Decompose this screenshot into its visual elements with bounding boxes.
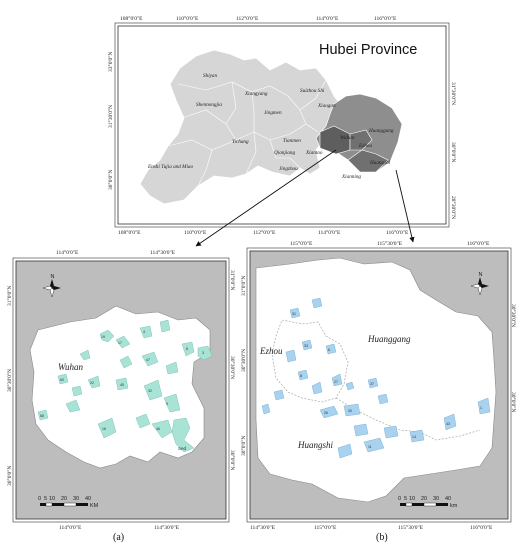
panel-a-wuhan-label: Wuhan xyxy=(58,362,84,372)
panel-a-right-tick-2: 30°30'0"N xyxy=(229,356,235,380)
panel-b-right-tick-2: 30°0'0"N xyxy=(510,392,516,413)
panel-b-top-tick-1: 115°0'0"E xyxy=(290,241,313,247)
city-label-jingmen: Jingmen xyxy=(264,110,282,116)
city-label-shiyan: Shiyan xyxy=(203,73,218,79)
panel-a-top-tick-2: 114°30'0"E xyxy=(150,250,176,256)
panel-b-bottom-tick-2: 115°0'0"E xyxy=(314,525,337,531)
panel-b-bottom-tick-4: 116°0'0"E xyxy=(470,525,493,531)
overview-map-title: Hubei Province xyxy=(319,42,418,58)
svg-text:30: 30 xyxy=(433,496,440,502)
city-label-enshi: Enshi Tujia and Miao xyxy=(148,164,194,170)
svg-text:60: 60 xyxy=(60,378,64,382)
svg-text:10: 10 xyxy=(49,496,56,502)
city-label-suizhou: Suizhou Shi xyxy=(300,88,325,94)
overview-map xyxy=(107,15,457,236)
svg-text:22: 22 xyxy=(90,381,94,385)
svg-text:0: 0 xyxy=(38,496,42,502)
panel-b-caption: (b) xyxy=(376,532,388,543)
panel-a-bottom-tick-2: 114°30'0"E xyxy=(154,525,180,531)
svg-text:114°0'0"E: 114°0'0"E xyxy=(318,230,341,236)
overview-bottom-ticks xyxy=(118,229,409,236)
panel-a-lake-name: Sed xyxy=(178,446,187,451)
svg-text:5: 5 xyxy=(44,496,48,502)
panel-a-caption: (a) xyxy=(113,532,125,543)
city-label-xiantao: Xiantao xyxy=(306,150,323,156)
svg-text:31°30'0"N: 31°30'0"N xyxy=(108,104,114,128)
panel-b-bottom-tick-1: 114°30'0"E xyxy=(250,525,276,531)
svg-text:108°0'0"E: 108°0'0"E xyxy=(118,230,141,236)
overview-top-ticks xyxy=(120,15,397,22)
svg-text:46: 46 xyxy=(156,427,160,431)
svg-text:14: 14 xyxy=(412,435,416,439)
city-label-wuhan: Wuhan xyxy=(340,135,355,141)
city-label-shennongjia: Shennongjia xyxy=(196,102,222,108)
city-label-ezhou: Ezhou xyxy=(359,143,372,149)
svg-text:km: km xyxy=(450,503,458,509)
svg-text:17: 17 xyxy=(118,341,122,345)
panel-b-left-tick-1: 31°0'0"N xyxy=(241,275,247,296)
svg-text:27: 27 xyxy=(334,380,338,384)
city-label-jingzhou: Jingzhou xyxy=(279,166,298,172)
svg-text:40: 40 xyxy=(85,496,92,502)
panel-a-map xyxy=(6,249,236,531)
svg-text:110°0'0"E: 110°0'0"E xyxy=(176,16,199,22)
panel-a-left-tick-2: 30°30'0"N xyxy=(7,368,13,392)
svg-text:KM: KM xyxy=(90,503,99,509)
overview-right-ticks xyxy=(450,82,457,219)
svg-text:40: 40 xyxy=(445,496,452,502)
svg-text:32: 32 xyxy=(148,389,152,393)
panel-b-ezhou-label: Ezhou xyxy=(260,346,283,356)
svg-text:6: 6 xyxy=(328,348,330,352)
svg-text:116°0'0"E: 116°0'0"E xyxy=(386,230,409,236)
svg-text:16: 16 xyxy=(102,427,106,431)
svg-text:45: 45 xyxy=(120,383,124,387)
svg-text:8: 8 xyxy=(300,374,302,378)
city-label-huanggang: Huanggang xyxy=(369,128,394,134)
panel-b-right-tick-1: 30°30'0"N xyxy=(510,304,516,328)
city-label-qianjiang: Qianjiang xyxy=(274,150,296,156)
panel-b-huangshi-label: Huangshi xyxy=(298,440,334,450)
svg-text:4: 4 xyxy=(143,330,145,334)
panel-b-top-tick-2: 115°30'0"E xyxy=(377,241,403,247)
panel-a-left-tick-1: 31°0'0"N xyxy=(7,285,13,306)
svg-text:0: 0 xyxy=(398,496,402,502)
svg-text:10: 10 xyxy=(409,496,416,502)
panel-a-left-tick-3: 30°0'0"N xyxy=(7,465,13,486)
panel-a-right-tick-3: 30°0'0"N xyxy=(229,450,235,471)
svg-text:110°0'0"E: 110°0'0"E xyxy=(184,230,207,236)
overview-left-ticks xyxy=(107,52,114,190)
svg-text:5: 5 xyxy=(404,496,408,502)
svg-text:19: 19 xyxy=(101,335,105,339)
svg-text:68: 68 xyxy=(40,414,44,418)
svg-text:30: 30 xyxy=(73,496,80,502)
svg-text:20: 20 xyxy=(61,496,68,502)
svg-text:114°0'0"E: 114°0'0"E xyxy=(316,16,339,22)
panel-b-huanggang-label: Huanggang xyxy=(368,334,411,344)
svg-text:47: 47 xyxy=(146,358,150,362)
svg-text:108°0'0"E: 108°0'0"E xyxy=(120,16,143,22)
svg-text:8: 8 xyxy=(186,347,188,351)
svg-text:43: 43 xyxy=(446,422,450,426)
svg-text:30°0'0"N: 30°0'0"N xyxy=(108,169,114,190)
city-label-huangshi: Huangshi xyxy=(370,160,391,166)
svg-text:116°0'0"E: 116°0'0"E xyxy=(374,16,397,22)
panel-b-bottom-tick-3: 115°30'0"E xyxy=(398,525,424,531)
svg-text:1: 1 xyxy=(480,406,482,410)
city-label-xianning: Xianning xyxy=(342,174,362,180)
svg-text:30°0'0"N: 30°0'0"N xyxy=(450,142,456,163)
panel-b-map xyxy=(240,240,517,531)
panel-b-top-tick-3: 116°0'0"E xyxy=(467,241,490,247)
svg-text:N: N xyxy=(50,274,55,280)
svg-text:112°0'0"E: 112°0'0"E xyxy=(236,16,259,22)
svg-text:11: 11 xyxy=(368,445,372,449)
svg-text:28°30'0"N: 28°30'0"N xyxy=(450,196,456,220)
svg-text:26: 26 xyxy=(324,411,328,415)
svg-text:20: 20 xyxy=(421,496,428,502)
panel-a-bottom-tick-1: 114°0'0"E xyxy=(59,525,82,531)
svg-text:3: 3 xyxy=(202,351,204,355)
svg-text:30: 30 xyxy=(348,409,352,413)
panel-a-top-tick-1: 114°0'0"E xyxy=(56,250,79,256)
panel-b-left-tick-3: 30°0'0"N xyxy=(241,435,247,456)
city-label-xiangyang: Xiangyang xyxy=(245,91,268,97)
city-label-xiaogan: Xiaogan xyxy=(318,103,336,109)
panel-b-left-tick-2: 30°30'0"N xyxy=(241,348,247,372)
svg-text:N: N xyxy=(478,272,483,278)
svg-text:31°30'0"N: 31°30'0"N xyxy=(450,82,456,106)
city-label-tianmen: Tianmen xyxy=(283,138,301,144)
svg-text:112°0'0"E: 112°0'0"E xyxy=(253,230,276,236)
panel-a-right-tick-1: 31°0'0"N xyxy=(229,270,235,291)
svg-text:33°0'0"N: 33°0'0"N xyxy=(108,51,114,72)
svg-text:9: 9 xyxy=(166,402,168,406)
svg-text:37: 37 xyxy=(370,382,374,386)
city-label-yichang: Yichang xyxy=(232,139,249,145)
svg-text:33: 33 xyxy=(304,344,308,348)
svg-text:31: 31 xyxy=(292,312,296,316)
